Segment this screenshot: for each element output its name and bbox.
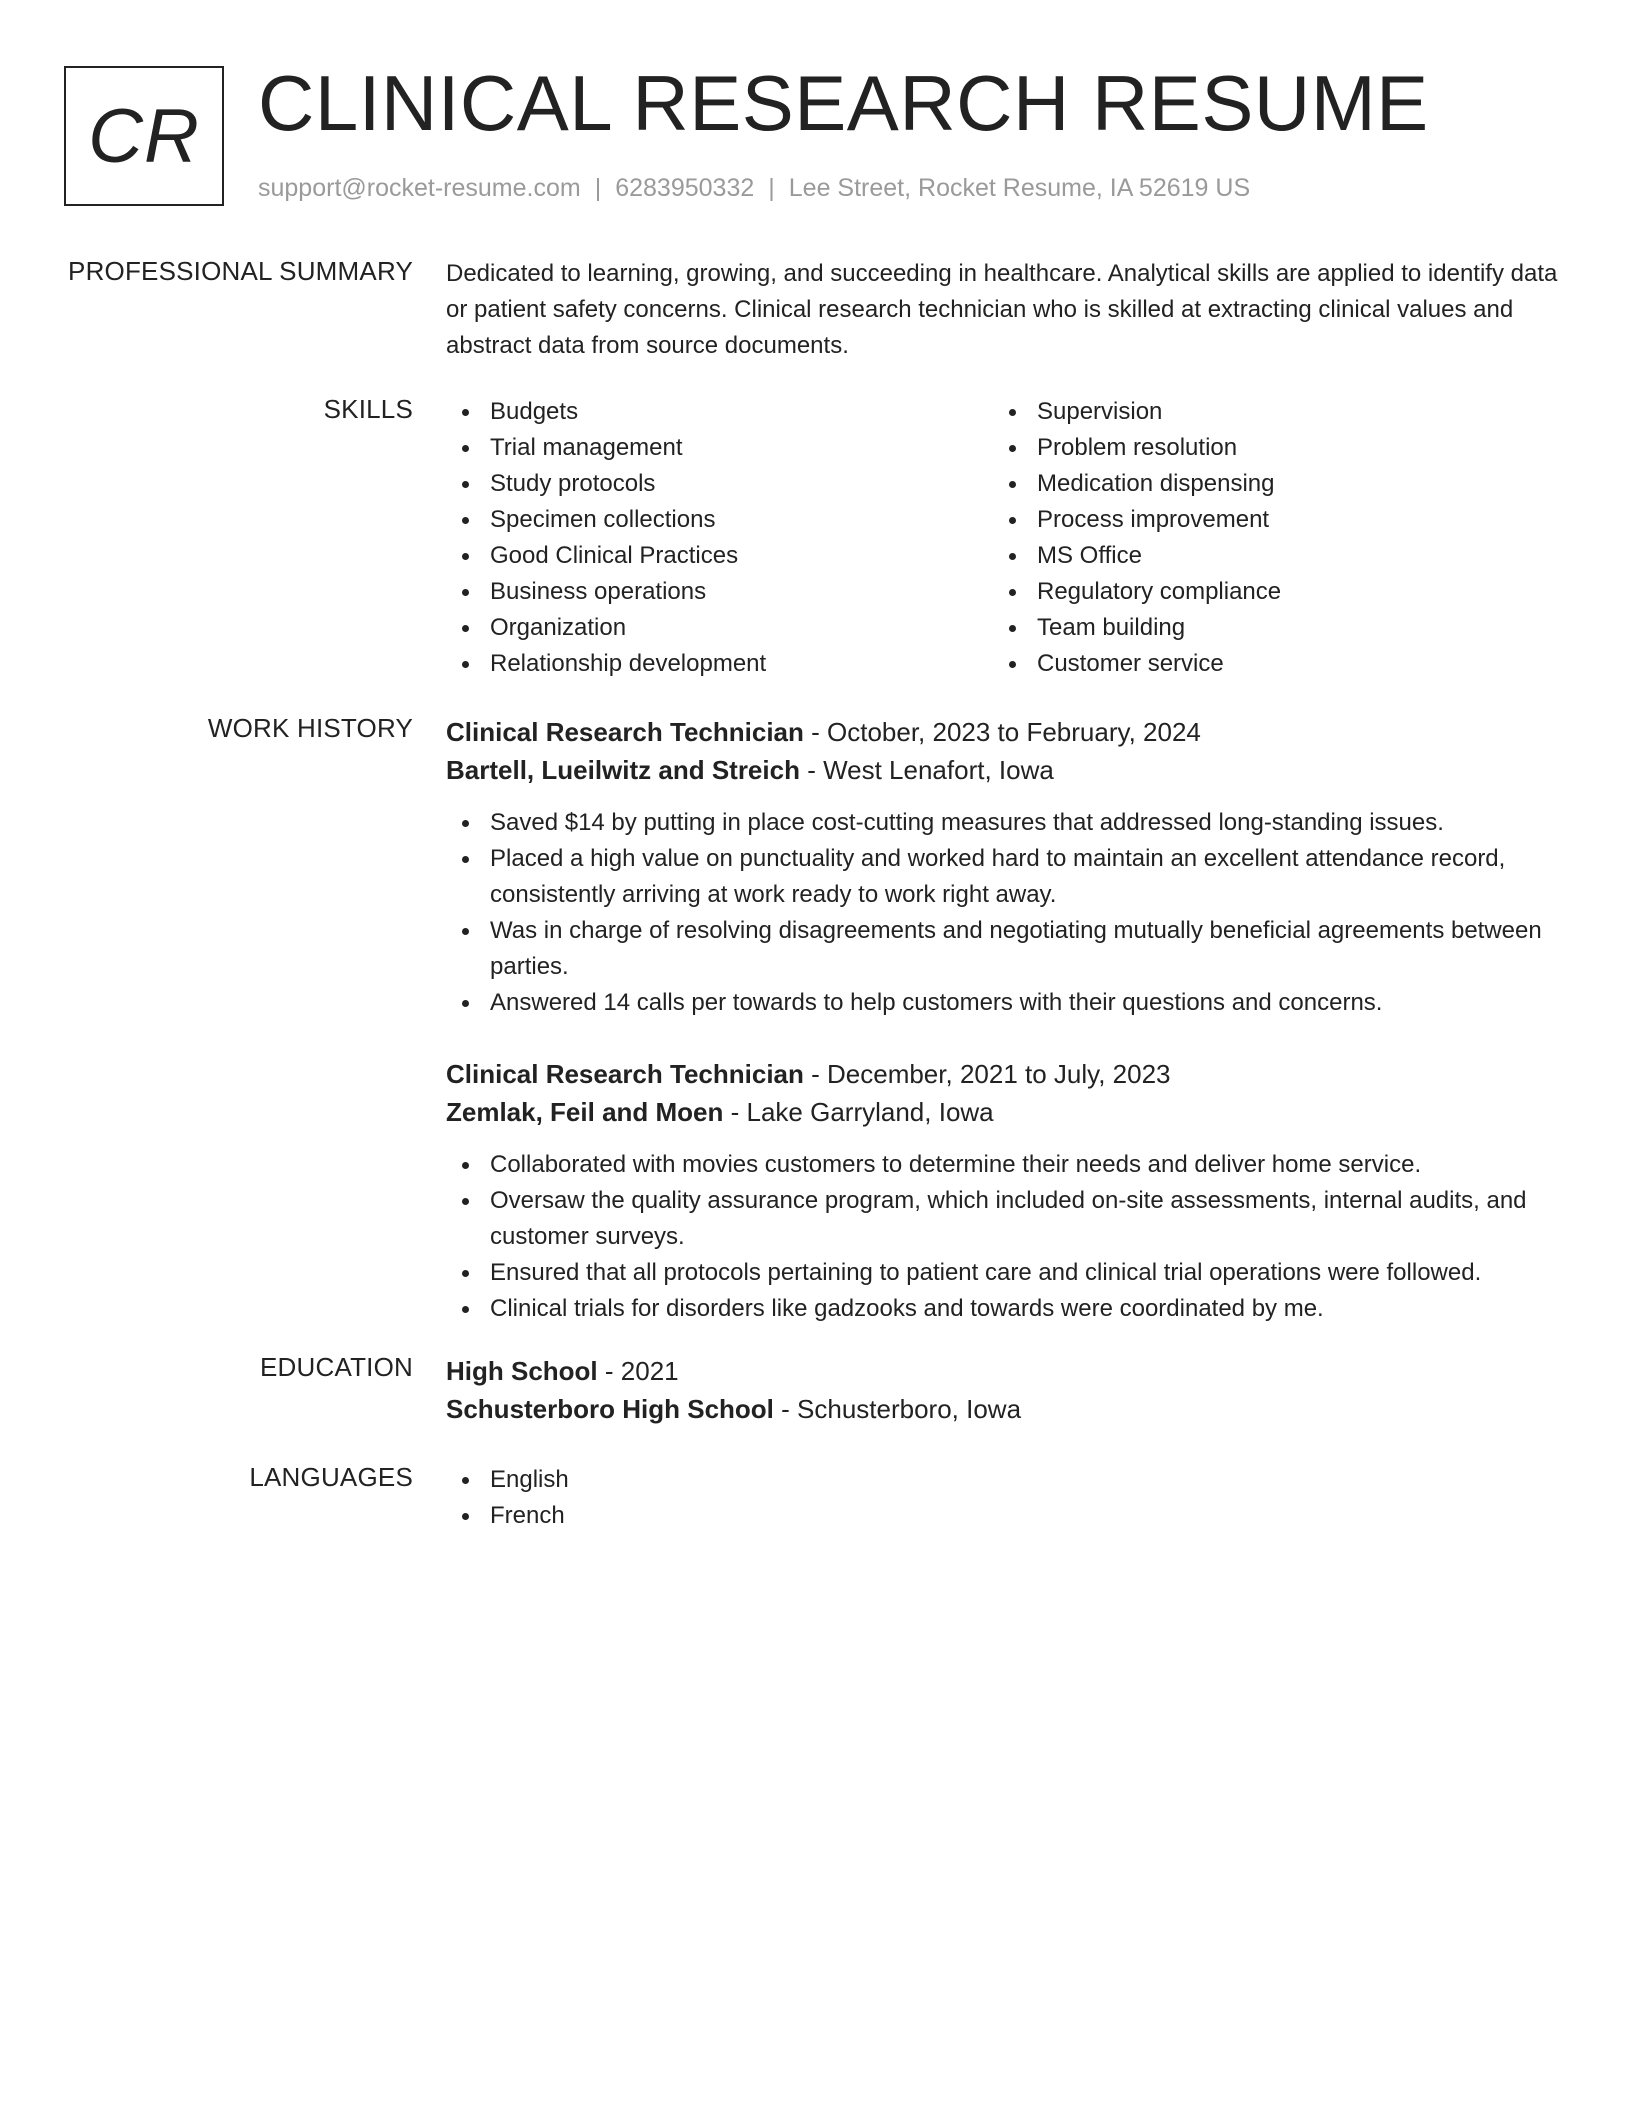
skills-title: SKILLS	[323, 394, 413, 424]
job-location: - West Lenafort, Iowa	[799, 755, 1054, 785]
skill-item: Relationship development	[446, 646, 993, 682]
education-title: EDUCATION	[260, 1352, 413, 1382]
job-location: - Lake Garryland, Iowa	[723, 1097, 994, 1127]
resume-title: CLINICAL RESEARCH RESUME	[258, 59, 1429, 147]
education-school-line	[446, 1390, 1560, 1428]
job-bullets	[446, 1147, 1560, 1327]
skills-list-right	[993, 394, 1540, 682]
languages-list	[446, 1462, 1560, 1534]
job-role-line	[446, 713, 1560, 751]
job-company: Bartell, Lueilwitz and Streich	[446, 755, 800, 785]
job-role-line	[446, 1055, 1560, 1093]
skill-item: Trial management	[446, 430, 993, 466]
languages-title: LANGUAGES	[249, 1462, 413, 1492]
summary-title: PROFESSIONAL SUMMARY	[68, 256, 413, 286]
job-company-line	[446, 1093, 1560, 1131]
contact-email: support@rocket-resume.com	[258, 174, 581, 202]
language-item: English	[446, 1462, 1560, 1498]
summary-body	[446, 256, 1560, 364]
skill-item: Process improvement	[993, 502, 1540, 538]
skills-list-left	[446, 394, 993, 682]
language-item: French	[446, 1498, 1560, 1534]
skills-columns	[446, 394, 1560, 682]
job-bullet: Answered 14 calls per towards to help customers with their questions and concerns.	[446, 985, 1560, 1021]
job-role: Clinical Research Technician	[446, 717, 804, 747]
skill-item: MS Office	[993, 538, 1540, 574]
skill-item: Supervision	[993, 394, 1540, 430]
skill-item: Medication dispensing	[993, 466, 1540, 502]
skill-item: Budgets	[446, 394, 993, 430]
education-degree: High School	[446, 1356, 598, 1386]
job-bullet: Clinical trials for disorders like gadzooks and towards were coordinated by me.	[446, 1291, 1560, 1327]
education-degree-line	[446, 1352, 1560, 1390]
job-bullet: Collaborated with movies customers to determine their needs and deliver home service.	[446, 1147, 1560, 1183]
skill-item: Customer service	[993, 646, 1540, 682]
work-history-body	[446, 713, 1560, 1327]
contact-line	[258, 174, 1250, 203]
job-bullet: Placed a high value on punctuality and worked hard to maintain an excellent attendance record, consistently arriving at work ready to work right away.	[446, 841, 1560, 913]
skill-item: Business operations	[446, 574, 993, 610]
job-bullet: Was in charge of resolving disagreements and negotiating mutually beneficial agreements between parties.	[446, 913, 1560, 985]
skills-body	[446, 394, 1560, 682]
skill-item: Regulatory compliance	[993, 574, 1540, 610]
job-entry	[446, 1055, 1560, 1327]
skill-item: Good Clinical Practices	[446, 538, 993, 574]
contact-address: Lee Street, Rocket Resume, IA 52619 US	[788, 174, 1251, 202]
skill-item: Specimen collections	[446, 502, 993, 538]
monogram-initials: CR	[88, 93, 200, 179]
job-bullet: Ensured that all protocols pertaining to patient care and clinical trial operations were followed.	[446, 1255, 1560, 1291]
skill-item: Organization	[446, 610, 993, 646]
skill-item: Team building	[993, 610, 1540, 646]
job-bullet: Oversaw the quality assurance program, which included on-site assessments, internal audits, and customer surveys.	[446, 1183, 1560, 1255]
skill-item: Study protocols	[446, 466, 993, 502]
contact-separator: |	[768, 174, 775, 202]
job-bullets	[446, 805, 1560, 1021]
job-dates: - December, 2021 to July, 2023	[803, 1059, 1171, 1089]
work-history-title: WORK HISTORY	[207, 713, 413, 743]
education-body	[446, 1352, 1560, 1428]
job-role: Clinical Research Technician	[446, 1059, 804, 1089]
education-year: - 2021	[597, 1356, 679, 1386]
education-location: - Schusterboro, Iowa	[773, 1394, 1022, 1424]
languages-body	[446, 1462, 1560, 1534]
job-dates: - October, 2023 to February, 2024	[803, 717, 1201, 747]
job-company: Zemlak, Feil and Moen	[446, 1097, 724, 1127]
skill-item: Problem resolution	[993, 430, 1540, 466]
job-bullet: Saved $14 by putting in place cost-cutting measures that addressed long-standing issues.	[446, 805, 1560, 841]
monogram-box	[64, 66, 224, 206]
contact-separator: |	[594, 174, 602, 202]
job-entry	[446, 713, 1560, 1021]
job-company-line	[446, 751, 1560, 789]
summary-text: Dedicated to learning, growing, and succeeding in healthcare. Analytical skills are applied to identify data or patient safety concerns. Clinical research technician who is skilled at extracting clinical values and abstract data from source documents.	[446, 260, 1558, 359]
education-school: Schusterboro High School	[446, 1394, 774, 1424]
contact-phone: 6283950332	[615, 174, 755, 202]
